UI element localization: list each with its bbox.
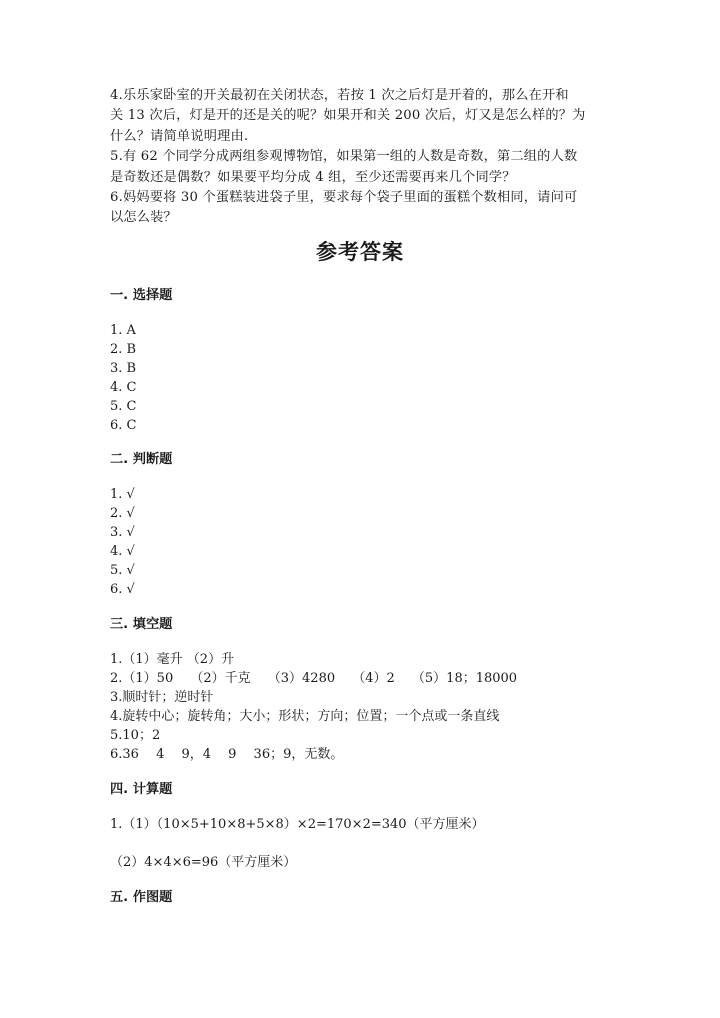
answer-line: 6.36 4 9，4 9 36；9，无数。 bbox=[110, 747, 344, 762]
section-judge bbox=[110, 448, 615, 599]
question-6-line-2: 以怎么装？ bbox=[110, 210, 177, 226]
section-heading: 二. 判断题 bbox=[110, 452, 173, 467]
section-choice bbox=[110, 284, 615, 435]
answer-line: 5. C bbox=[110, 399, 137, 414]
answer-line: 4.旋转中心；旋转角；大小；形状；方向；位置；一个点或一条直线 bbox=[110, 709, 500, 724]
section-heading: 四. 计算题 bbox=[110, 782, 173, 797]
answer-line: 2. B bbox=[110, 342, 137, 357]
answer-title: 参考答案 bbox=[316, 239, 404, 264]
question-block bbox=[110, 86, 615, 229]
answer-line: 2. √ bbox=[110, 506, 135, 521]
answer-line: 6. C bbox=[110, 418, 137, 433]
section-calc bbox=[110, 778, 615, 872]
question-6-line-1: 6.妈妈要将 30 个蛋糕装进袋子里，要求每个袋子里面的蛋糕个数相同，请问可 bbox=[110, 190, 578, 206]
answer-line: 1. √ bbox=[110, 487, 135, 502]
question-4-line-3: 什么？请简单说明理由. bbox=[110, 128, 249, 144]
section-heading: 一. 选择题 bbox=[110, 288, 173, 303]
blank-line bbox=[110, 834, 615, 853]
answer-line: 1. A bbox=[110, 323, 136, 338]
question-5-line-2: 是奇数还是偶数？如果要平均分成 4 组，至少还需要再来几个同学？ bbox=[110, 169, 516, 185]
answer-line: 3.顺时针；逆时针 bbox=[110, 690, 214, 705]
answer-line: 5.10；2 bbox=[110, 728, 161, 743]
section-heading: 三. 填空题 bbox=[110, 617, 173, 632]
answer-line: 2.（1）50 （2）千克 （3）4280 （4）2 （5）18；18000 bbox=[110, 671, 518, 686]
answer-line: 1.（1）毫升 （2）升 bbox=[110, 652, 235, 667]
answer-line: 4. C bbox=[110, 380, 137, 395]
section-fill bbox=[110, 613, 615, 764]
answer-line: （2）4×4×6=96（平方厘米） bbox=[110, 855, 297, 870]
answer-line: 3. B bbox=[110, 361, 137, 376]
section-heading: 五. 作图题 bbox=[110, 890, 173, 905]
answer-line: 3. √ bbox=[110, 525, 135, 540]
question-4-line-1: 4.乐乐家卧室的开关最初在关闭状态，若按 1 次之后灯是开着的，那么在开和 bbox=[110, 88, 569, 103]
question-4-line-2: 关 13 次后，灯是开的还是关的呢？如果开和关 200 次后，灯又是怎么样的？为 bbox=[110, 108, 586, 124]
answer-line: 5. √ bbox=[110, 563, 135, 578]
question-5-line-1: 5.有 62 个同学分成两组参观博物馆，如果第一组的人数是奇数，第二组的人数 bbox=[110, 149, 578, 165]
answer-line: 4. √ bbox=[110, 544, 135, 559]
answer-line: 1.（1）（10×5+10×8+5×8）×2=170×2=340（平方厘米） bbox=[110, 817, 485, 832]
section-drawing bbox=[110, 886, 615, 905]
answer-line: 6. √ bbox=[110, 582, 135, 597]
